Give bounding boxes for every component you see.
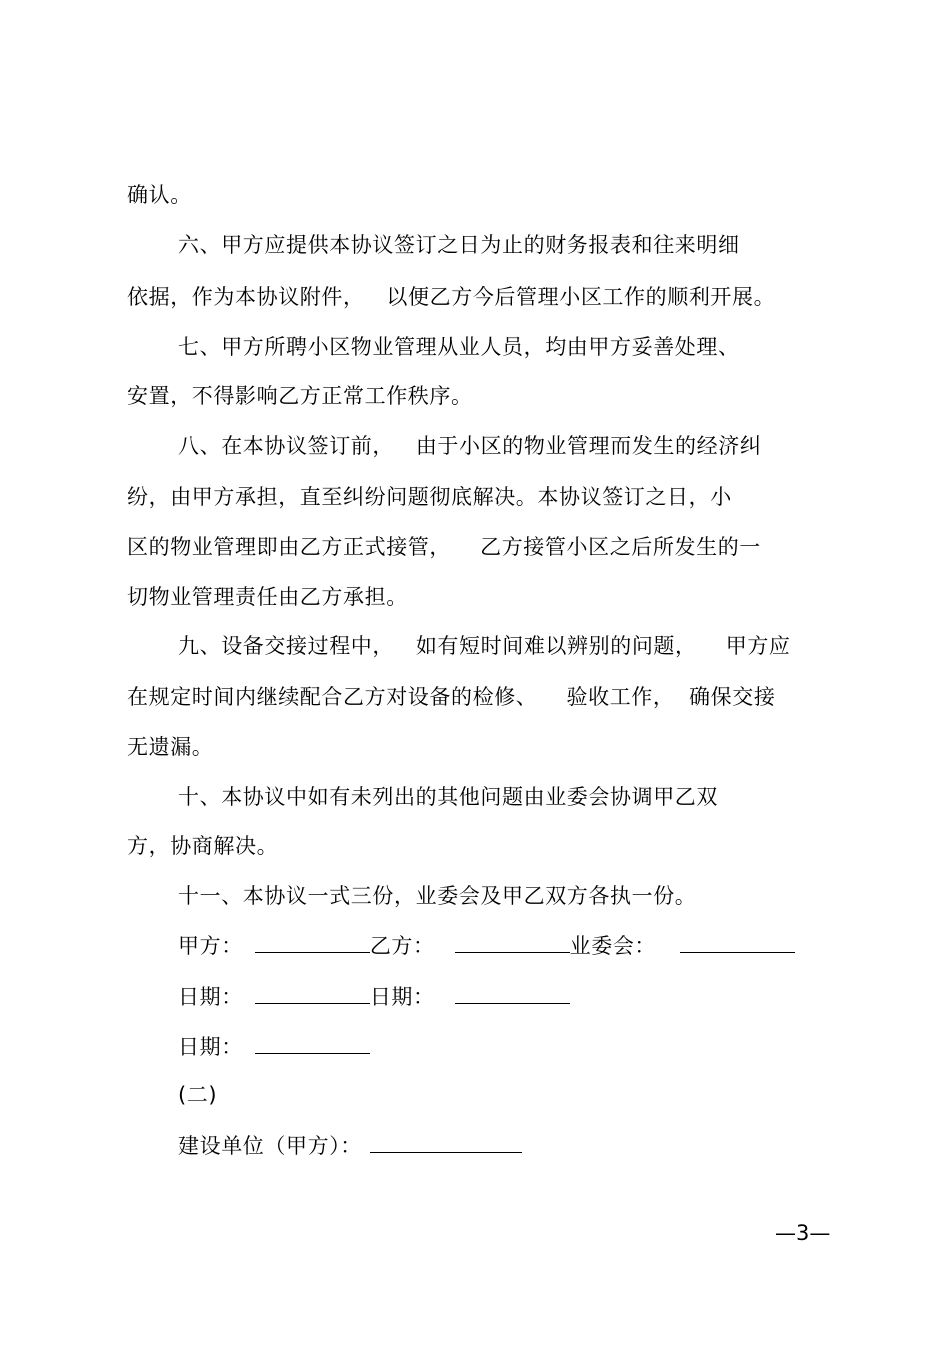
signature-row-3 (178, 1031, 370, 1062)
clause-10-line-1: 十、本协议中如有未列出的其他问题由业委会协调甲乙双 (178, 785, 718, 809)
clause-9-line-2: 在规定时间内继续配合乙方对设备的检修、 验收工作， 确保交接 (127, 685, 776, 709)
clause-6-line-1: 六、甲方应提供本协议签订之日为止的财务报表和往来明细 (178, 233, 740, 257)
date-blank-committee (255, 1031, 370, 1054)
clause-8-line-2: 纷，由甲方承担，直至纠纷问题彻底解决。本协议签订之日，小 (127, 485, 732, 509)
date-label-a: 日期： (178, 985, 243, 1009)
clause-10-line-2: 方，协商解决。 (127, 834, 279, 858)
date-blank-a (255, 981, 370, 1004)
date-label-b: 日期： (369, 985, 435, 1009)
party-b-blank (455, 930, 570, 953)
committee-label: 业委会： (569, 934, 657, 958)
party-b-label: 乙方： (369, 934, 435, 958)
clause-9-line-1: 九、设备交接过程中， 如有短时间难以辨别的问题， 甲方应 (178, 634, 791, 658)
clause-7-line-1: 七、甲方所聘小区物业管理从业人员，均由甲方妥善处理、 (178, 335, 740, 359)
party-a-blank (255, 930, 370, 953)
party-a-label: 甲方： (178, 934, 243, 958)
date-blank-b (455, 981, 570, 1004)
clause-8-line-1: 八、在本协议签订前， 由于小区的物业管理而发生的经济纠 (178, 434, 762, 458)
clause-7-line-2: 安置，不得影响乙方正常工作秩序。 (127, 384, 473, 408)
construction-unit-blank (370, 1130, 522, 1153)
clause-9-line-3: 无遗漏。 (127, 735, 214, 759)
construction-unit-row (178, 1130, 522, 1161)
clause-11-line-1: 十一、本协议一式三份，业委会及甲乙双方各执一份。 (178, 884, 697, 908)
date-label-committee: 日期： (178, 1035, 243, 1059)
committee-blank (680, 930, 795, 953)
text-line-1: 确认。 (127, 183, 192, 207)
clause-6-line-2: 依据，作为本协议附件， 以便乙方今后管理小区工作的顺利开展。 (127, 285, 776, 309)
construction-unit-label: 建设单位（甲方）： (178, 1134, 362, 1158)
clause-8-line-4: 切物业管理责任由乙方承担。 (127, 585, 408, 609)
clause-8-line-3: 区的物业管理即由乙方正式接管， 乙方接管小区之后所发生的一 (127, 535, 761, 559)
signature-row-1 (178, 930, 795, 961)
page-number: —3— (775, 1221, 831, 1245)
signature-row-2 (178, 981, 570, 1012)
section-two-heading: (二) (178, 1083, 218, 1107)
